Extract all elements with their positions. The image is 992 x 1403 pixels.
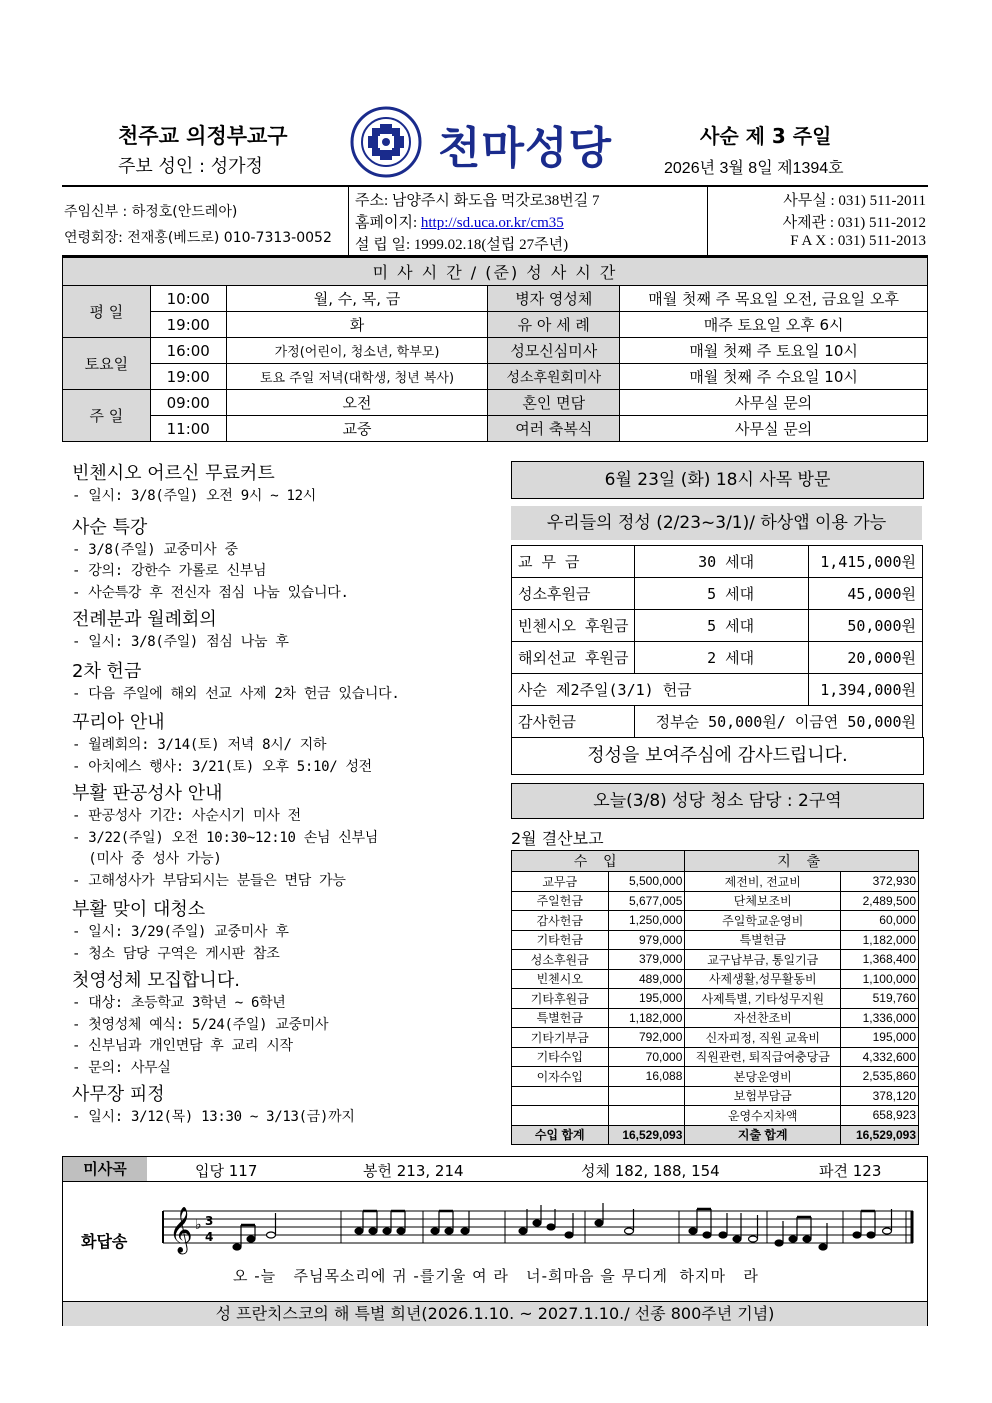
notice-line: (미사 중 성사 가능) (72, 851, 222, 867)
psalm-score-icon (159, 1201, 919, 1263)
recessional-hymn: 파견 123 (819, 1162, 882, 1180)
expense-amount: 658,923 (841, 1106, 919, 1126)
notice-title: 첫영성체 모집합니다. (72, 970, 240, 991)
mass-desc: 가정(어린이, 청소년, 학부모) (226, 338, 488, 364)
notice-item (72, 462, 502, 508)
notice-title: 꾸리아 안내 (72, 712, 165, 733)
table-row (512, 989, 919, 1009)
table-row (512, 578, 923, 610)
mass-music (62, 1156, 928, 1326)
notice-item (72, 711, 502, 778)
offering-amount: 1,394,000원 (809, 674, 923, 706)
sacrament-info: 사무실 문의 (620, 390, 928, 416)
notice-title: 부활 판공성사 안내 (72, 783, 223, 804)
expense-item: 보험부담금 (685, 1086, 841, 1106)
table-row (63, 416, 928, 442)
income-item: 감사헌금 (512, 911, 609, 931)
homepage-link[interactable]: http://sd.uca.or.kr/cm35 (420, 215, 564, 231)
expense-amount: 378,120 (841, 1086, 919, 1106)
svg-text:♭: ♭ (195, 1217, 202, 1233)
sacrament-label: 혼인 면담 (488, 390, 620, 416)
table-row (512, 1067, 919, 1087)
offering-count: 30 세대 (635, 546, 809, 578)
expense-amount: 1,368,400 (841, 950, 919, 970)
notice-title: 사순 특강 (72, 516, 148, 538)
expense-item: 직원관련, 퇴직급여충당금 (685, 1047, 841, 1067)
income-item: 교무금 (512, 872, 609, 892)
income-amount: 379,000 (608, 950, 685, 970)
income-item: 기타수입 (512, 1047, 609, 1067)
table-row (63, 390, 928, 416)
info-bar (62, 185, 928, 257)
mass-desc: 화 (226, 312, 488, 338)
weekday-label: 평 일 (63, 286, 151, 338)
table-row (512, 1008, 919, 1028)
table-row (512, 1106, 919, 1126)
table-row (512, 1028, 919, 1048)
svg-text:4: 4 (205, 1230, 214, 1244)
cleaning-duty: 오늘(3/8) 성당 청소 담당 : 2구역 (511, 783, 924, 819)
sunday-label: 주 일 (63, 390, 151, 442)
communion-hymn: 성체 182, 188, 154 (581, 1162, 720, 1180)
notice-line: - 월례회의: 3/14(토) 저녁 8시/ 지하 (72, 737, 327, 753)
sacrament-label: 여러 축복식 (488, 416, 620, 442)
income-amount: 1,182,000 (608, 1008, 685, 1028)
offering-name: 사순 제2주일(3/1) 헌금 (512, 674, 809, 706)
income-item (512, 1086, 609, 1106)
offering-count: 5 세대 (635, 578, 809, 610)
notice-line: - 판공성사 기간: 사순시기 미사 전 (72, 808, 301, 824)
notice-title: 빈첸시오 어르신 무료커트 (72, 463, 275, 484)
sacrament-info: 매월 첫째 주 토요일 10시 (620, 338, 928, 364)
svg-text:𝄞: 𝄞 (169, 1207, 193, 1253)
mass-time: 09:00 (150, 390, 226, 416)
offering-name: 빈첸시오 후원금 (512, 610, 635, 642)
income-item: 기타기부금 (512, 1028, 609, 1048)
mass-schedule-title: 미 사 시 간 / (준) 성 사 시 간 (63, 258, 928, 286)
finance-title: 2월 결산보고 (511, 829, 604, 848)
notice-title: 부활 맞이 대청소 (72, 899, 206, 920)
notice-line: - 고해성사가 부담되시는 분들은 면담 가능 (72, 872, 346, 889)
liturgical-week: 사순 제 3 주일 (700, 124, 832, 148)
expense-header: 지 출 (685, 851, 919, 872)
table-row (512, 546, 923, 578)
notice-line: - 다음 주일에 해외 선교 사제 2차 헌금 있습니다. (72, 685, 400, 702)
notice-line: - 일시: 3/29(주일) 교중미사 후 (72, 924, 289, 940)
mass-time: 19:00 (150, 364, 226, 390)
income-amount: 195,000 (608, 989, 685, 1009)
table-row (63, 312, 928, 338)
church-name: 천마성당 (438, 123, 613, 174)
sacrament-label: 성소후원회미사 (488, 364, 620, 390)
offering-name: 해외선교 후원금 (512, 642, 635, 674)
notice-line: - 신부님과 개인면담 후 교리 시작 (72, 1038, 293, 1054)
table-row (512, 851, 919, 872)
expense-item: 본당운영비 (685, 1067, 841, 1087)
table-row (512, 911, 919, 931)
expense-amount: 1,336,000 (841, 1008, 919, 1028)
thanks-offering-value: 정부순 50,000원/ 이금연 50,000원 (635, 706, 923, 738)
thanks-offering-label: 감사헌금 (512, 706, 635, 738)
notice-line: - 일시: 3/8(주일) 점심 나눔 후 (72, 634, 289, 650)
sacrament-label: 성모신심미사 (488, 338, 620, 364)
saturday-label: 토요일 (63, 338, 151, 390)
expense-amount: 60,000 (841, 911, 919, 931)
notice-line: - 강의: 강한수 가롤로 신부님 (72, 563, 267, 579)
diocese-seal-icon (350, 106, 422, 178)
income-item: 기타후원금 (512, 989, 609, 1009)
offering-name: 교 무 금 (512, 546, 635, 578)
expense-amount: 1,100,000 (841, 969, 919, 989)
income-amount: 792,000 (608, 1028, 685, 1048)
mass-desc: 토요 주일 저녁(대학생, 청년 복사) (226, 364, 488, 390)
mass-time: 10:00 (150, 286, 226, 312)
income-amount: 979,000 (608, 930, 685, 950)
notice-item (72, 608, 502, 654)
pastor: 주임신부 : 하정호(안드레아) (64, 204, 238, 220)
expense-amount: 2,535,860 (841, 1067, 919, 1087)
notice-title: 2차 헌금 (72, 660, 142, 682)
expense-item: 교구납부금, 통일기금 (685, 950, 841, 970)
expense-item: 자선찬조비 (685, 1008, 841, 1028)
income-item: 성소후원금 (512, 950, 609, 970)
notice-title: 전례분과 월례회의 (72, 609, 217, 630)
expense-amount: 519,760 (841, 989, 919, 1009)
founded-date: 설 립 일: 1999.02.18(설립 27주년) (355, 237, 569, 253)
notice-line: - 3/22(주일) 오전 10:30~12:10 손님 신부님 (72, 829, 378, 846)
offertory-hymn: 봉헌 213, 214 (363, 1162, 464, 1180)
mass-schedule-table (62, 257, 928, 442)
expense-item: 단체보조비 (685, 891, 841, 911)
notice-line: - 일시: 3/12(목) 13:30 ~ 3/13(금)까지 (72, 1109, 355, 1125)
table-row (512, 642, 923, 674)
offering-name: 성소후원금 (512, 578, 635, 610)
entrance-hymn: 입당 117 (195, 1162, 258, 1180)
address: 주소: 남양주시 화도읍 먹갓로38번길 7 (355, 193, 600, 209)
finance-rows (512, 872, 919, 1126)
sacrament-info: 사무실 문의 (620, 416, 928, 442)
table-row (512, 674, 923, 706)
expense-amount: 4,332,600 (841, 1047, 919, 1067)
income-amount: 5,677,005 (608, 891, 685, 911)
income-amount: 5,500,000 (608, 872, 685, 892)
notice-line: - 문의: 사무실 (72, 1059, 171, 1076)
income-item: 주일헌금 (512, 891, 609, 911)
mass-time: 19:00 (150, 312, 226, 338)
expense-amount: 2,489,500 (841, 891, 919, 911)
income-amount (608, 1086, 685, 1106)
notice-line: - 청소 담당 구역은 게시판 참조 (72, 945, 280, 962)
psalm-lyrics: 오 -늘 주님목소리에 귀 -를기울 여 라 너-희마음 을 무디게 하지마 라 (233, 1267, 759, 1285)
patron-saint: 주보 성인 : 성가정 (118, 156, 263, 177)
expense-item: 제전비, 전교비 (685, 872, 841, 892)
expense-item: 신자피정, 직원 교육비 (685, 1028, 841, 1048)
diocese-title: 천주교 의정부교구 (118, 124, 288, 148)
pastoral-visit-banner: 6월 23일 (화) 18시 사목 방문 (511, 461, 924, 499)
notice-line: - 3/8(주일) 교중미사 중 (72, 541, 238, 558)
notice-item (72, 660, 502, 706)
offerings-title: 우리들의 정성 (2/23~3/1)/ 하상앱 이용 가능 (511, 506, 922, 540)
offering-amount: 45,000원 (809, 578, 923, 610)
total-income: 16,529,093 (608, 1125, 685, 1145)
sacrament-label: 병자 영성체 (488, 286, 620, 312)
income-item: 이자수입 (512, 1067, 609, 1087)
notices (72, 462, 502, 1133)
expense-item: 운영수지차액 (685, 1106, 841, 1126)
notice-item (72, 898, 502, 965)
mass-desc: 오전 (226, 390, 488, 416)
table-row (63, 338, 928, 364)
sacrament-info: 매월 첫째 주 목요일 오전, 금요일 오후 (620, 286, 928, 312)
table-row (512, 891, 919, 911)
offering-amount: 20,000원 (809, 642, 923, 674)
mass-desc: 월, 수, 목, 금 (226, 286, 488, 312)
svg-text:3: 3 (205, 1214, 214, 1228)
income-amount: 489,000 (608, 969, 685, 989)
offerings-table (511, 545, 923, 738)
income-amount: 1,250,000 (608, 911, 685, 931)
association-chair: 연령회장: 전재홍(베드로) 010-7313-0052 (64, 230, 332, 246)
expense-item: 주일학교운영비 (685, 911, 841, 931)
table-row (512, 969, 919, 989)
notice-line: - 대상: 초등학교 3학년 ~ 6학년 (72, 995, 286, 1011)
offering-amount: 50,000원 (809, 610, 923, 642)
table-row (63, 364, 928, 390)
notice-item (72, 782, 502, 892)
offerings-thanks: 정성을 보여주심에 감사드립니다. (511, 737, 924, 775)
sacrament-label: 유 아 세 례 (488, 312, 620, 338)
expense-amount: 372,930 (841, 872, 919, 892)
income-amount: 70,000 (608, 1047, 685, 1067)
income-header: 수 입 (512, 851, 685, 872)
total-income-label: 수입 합계 (512, 1125, 609, 1145)
mass-time: 16:00 (150, 338, 226, 364)
notice-item (72, 969, 502, 1079)
table-row (512, 1086, 919, 1106)
expense-item: 특별헌금 (685, 930, 841, 950)
fax-number: F A X : 031) 511-2013 (790, 233, 926, 249)
sacrament-info: 매월 첫째 주 수요일 10시 (620, 364, 928, 390)
psalm-label: 화답송 (81, 1232, 128, 1251)
notice-item (72, 516, 502, 605)
table-row (512, 872, 919, 892)
notice-line: - 사순특강 후 전신자 점심 나눔 있습니다. (72, 584, 349, 601)
mass-time: 11:00 (150, 416, 226, 442)
income-item (512, 1106, 609, 1126)
income-item: 기타헌금 (512, 930, 609, 950)
notice-item (72, 1083, 502, 1129)
offering-amount: 1,415,000원 (809, 546, 923, 578)
expense-item: 사제특별, 기타성무지원 (685, 989, 841, 1009)
notice-title: 사무장 피정 (72, 1084, 165, 1105)
table-row (63, 286, 928, 312)
income-item: 특별헌금 (512, 1008, 609, 1028)
issue-date: 2026년 3월 8일 제1394호 (664, 160, 844, 177)
mass-music-label: 미사곡 (63, 1157, 147, 1181)
total-expense-label: 지출 합계 (685, 1125, 841, 1145)
expense-amount: 195,000 (841, 1028, 919, 1048)
homepage: 홈페이지: http://sd.uca.or.kr/cm35 (355, 215, 564, 231)
table-row (512, 706, 923, 738)
offering-count: 2 세대 (635, 642, 809, 674)
rectory-phone: 사제관 : 031) 511-2012 (782, 215, 926, 231)
income-item: 빈첸시오 (512, 969, 609, 989)
mass-desc: 교중 (226, 416, 488, 442)
total-expense: 16,529,093 (841, 1125, 919, 1145)
hymn-numbers (63, 1157, 927, 1182)
table-row (512, 1125, 919, 1145)
finance-table (511, 850, 919, 1145)
expense-item: 사제생활,성무활동비 (685, 969, 841, 989)
expense-amount: 1,182,000 (841, 930, 919, 950)
income-amount: 16,088 (608, 1067, 685, 1087)
table-row (512, 950, 919, 970)
table-row (512, 930, 919, 950)
notice-line: - 첫영성체 예식: 5/24(주일) 교중미사 (72, 1016, 329, 1033)
table-row (512, 1047, 919, 1067)
notice-line: - 일시: 3/8(주일) 오전 9시 ~ 12시 (72, 488, 316, 504)
table-row (512, 610, 923, 642)
income-amount (608, 1106, 685, 1126)
office-phone: 사무실 : 031) 511-2011 (783, 193, 926, 209)
notice-line: - 아치에스 행사: 3/21(토) 오후 5:10/ 성전 (72, 758, 372, 775)
sacrament-info: 매주 토요일 오후 6시 (620, 312, 928, 338)
jubilee-banner: 성 프란치스코의 해 특별 희년(2026.1.10. ~ 2027.1.10./ 선종 800주년 기념) (63, 1301, 927, 1326)
offering-count: 5 세대 (635, 610, 809, 642)
